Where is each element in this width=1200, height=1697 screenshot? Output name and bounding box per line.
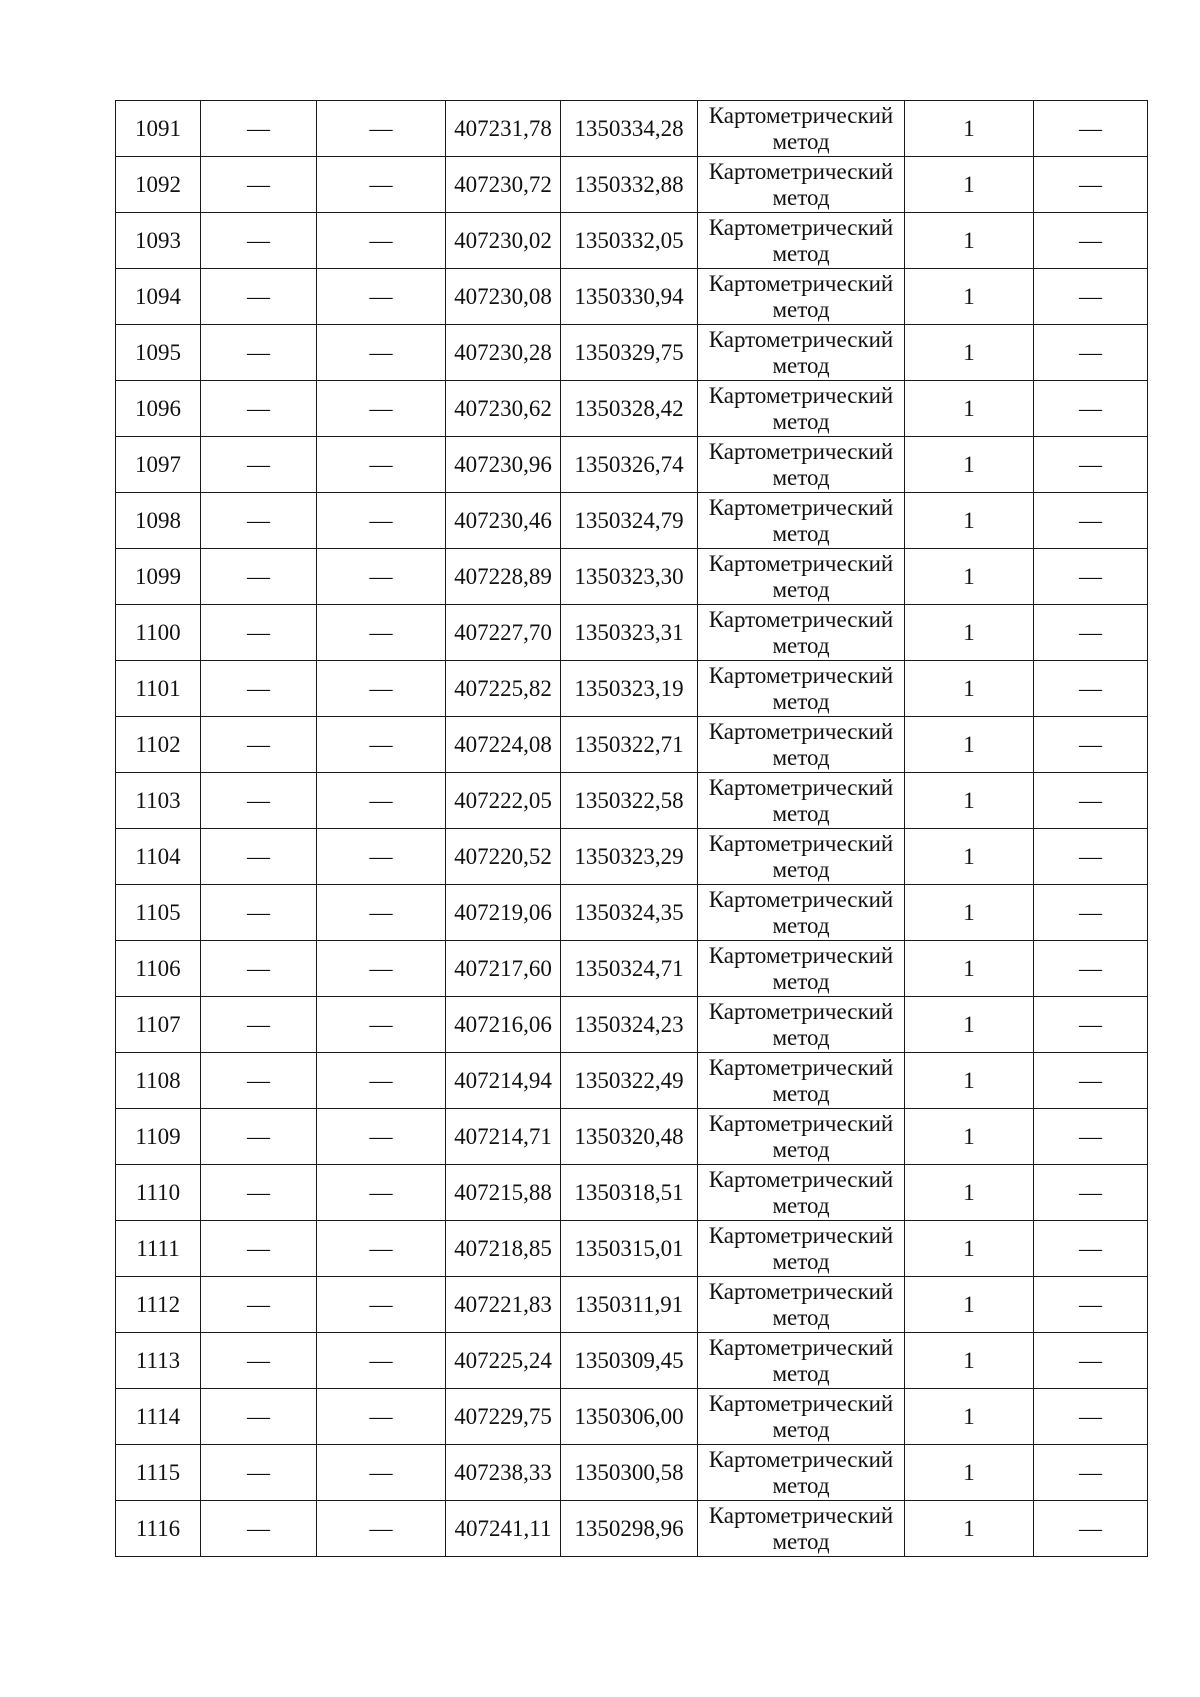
empty-dash-cell: — (317, 213, 446, 269)
method-line-2: метод (772, 128, 830, 154)
empty-dash-cell: — (201, 1109, 317, 1165)
empty-dash-cell: — (201, 1165, 317, 1221)
table-row (116, 381, 1148, 437)
method-cell (698, 493, 905, 549)
empty-dash-cell: — (201, 1333, 317, 1389)
method-line-1: Картометрический (708, 1502, 894, 1528)
method-line-2: метод (772, 464, 830, 490)
method-line-1: Картометрический (708, 438, 894, 464)
method-cell (698, 1277, 905, 1333)
method-line-1: Картометрический (708, 102, 894, 128)
empty-dash-cell: — (1034, 1109, 1148, 1165)
empty-dash-cell: — (1034, 773, 1148, 829)
empty-dash-cell: — (317, 1445, 446, 1501)
table-row (116, 1109, 1148, 1165)
coordinate-x-cell: 407241,11 (446, 1501, 561, 1557)
empty-dash-cell: — (201, 1221, 317, 1277)
method-cell (698, 381, 905, 437)
method-cell (698, 1389, 905, 1445)
coordinate-y-cell: 1350311,91 (561, 1277, 698, 1333)
point-number-cell: 1104 (116, 829, 201, 885)
table-row (116, 493, 1148, 549)
method-cell (698, 157, 905, 213)
method-cell (698, 829, 905, 885)
empty-dash-cell: — (1034, 1165, 1148, 1221)
empty-dash-cell: — (1034, 1277, 1148, 1333)
empty-dash-cell: — (317, 101, 446, 157)
accuracy-cell: 1 (905, 661, 1034, 717)
empty-dash-cell: — (317, 1053, 446, 1109)
point-number-cell: 1092 (116, 157, 201, 213)
empty-dash-cell: — (1034, 1501, 1148, 1557)
empty-dash-cell: — (1034, 157, 1148, 213)
method-cell (698, 1445, 905, 1501)
empty-dash-cell: — (1034, 717, 1148, 773)
method-line-2: метод (772, 1136, 830, 1162)
point-number-cell: 1105 (116, 885, 201, 941)
method-cell (698, 437, 905, 493)
method-cell (698, 605, 905, 661)
table-body (116, 101, 1148, 1557)
method-cell (698, 325, 905, 381)
method-line-1: Картометрический (708, 606, 894, 632)
point-number-cell: 1115 (116, 1445, 201, 1501)
coordinate-x-cell: 407214,71 (446, 1109, 561, 1165)
empty-dash-cell: — (1034, 1389, 1148, 1445)
method-line-2: метод (772, 296, 830, 322)
method-cell (698, 213, 905, 269)
method-cell (698, 1165, 905, 1221)
empty-dash-cell: — (201, 1277, 317, 1333)
empty-dash-cell: — (317, 437, 446, 493)
method-line-1: Картометрический (708, 1278, 894, 1304)
method-line-2: метод (772, 1360, 830, 1386)
empty-dash-cell: — (317, 605, 446, 661)
table-row (116, 773, 1148, 829)
empty-dash-cell: — (201, 773, 317, 829)
empty-dash-cell: — (201, 269, 317, 325)
accuracy-cell: 1 (905, 101, 1034, 157)
accuracy-cell: 1 (905, 1333, 1034, 1389)
method-cell (698, 941, 905, 997)
method-line-2: метод (772, 1304, 830, 1330)
table-row (116, 885, 1148, 941)
coordinate-x-cell: 407225,24 (446, 1333, 561, 1389)
coordinate-y-cell: 1350334,28 (561, 101, 698, 157)
method-line-1: Картометрический (708, 326, 894, 352)
point-number-cell: 1116 (116, 1501, 201, 1557)
coordinate-x-cell: 407230,02 (446, 213, 561, 269)
empty-dash-cell: — (201, 885, 317, 941)
empty-dash-cell: — (317, 941, 446, 997)
point-number-cell: 1093 (116, 213, 201, 269)
method-line-2: метод (772, 1416, 830, 1442)
empty-dash-cell: — (317, 1389, 446, 1445)
coordinate-x-cell: 407224,08 (446, 717, 561, 773)
empty-dash-cell: — (201, 605, 317, 661)
accuracy-cell: 1 (905, 325, 1034, 381)
coordinate-y-cell: 1350306,00 (561, 1389, 698, 1445)
coordinate-x-cell: 407238,33 (446, 1445, 561, 1501)
empty-dash-cell: — (201, 829, 317, 885)
coordinate-y-cell: 1350324,71 (561, 941, 698, 997)
method-line-1: Картометрический (708, 662, 894, 688)
accuracy-cell: 1 (905, 997, 1034, 1053)
coordinate-y-cell: 1350322,71 (561, 717, 698, 773)
table-row (116, 1501, 1148, 1557)
table-row (116, 829, 1148, 885)
table-row (116, 157, 1148, 213)
method-line-2: метод (772, 800, 830, 826)
method-line-2: метод (772, 632, 830, 658)
table-row (116, 325, 1148, 381)
method-line-1: Картометрический (708, 550, 894, 576)
empty-dash-cell: — (1034, 1333, 1148, 1389)
coordinate-y-cell: 1350328,42 (561, 381, 698, 437)
empty-dash-cell: — (317, 1277, 446, 1333)
method-line-2: метод (772, 408, 830, 434)
accuracy-cell: 1 (905, 1277, 1034, 1333)
empty-dash-cell: — (201, 157, 317, 213)
method-cell (698, 773, 905, 829)
empty-dash-cell: — (317, 269, 446, 325)
empty-dash-cell: — (317, 1221, 446, 1277)
point-number-cell: 1094 (116, 269, 201, 325)
point-number-cell: 1100 (116, 605, 201, 661)
method-line-1: Картометрический (708, 1110, 894, 1136)
method-line-1: Картометрический (708, 270, 894, 296)
accuracy-cell: 1 (905, 269, 1034, 325)
coordinate-y-cell: 1350326,74 (561, 437, 698, 493)
coordinate-x-cell: 407228,89 (446, 549, 561, 605)
empty-dash-cell: — (317, 1109, 446, 1165)
method-cell (698, 549, 905, 605)
method-cell (698, 1053, 905, 1109)
coordinate-y-cell: 1350298,96 (561, 1501, 698, 1557)
coordinate-y-cell: 1350332,88 (561, 157, 698, 213)
empty-dash-cell: — (1034, 605, 1148, 661)
method-line-2: метод (772, 1472, 830, 1498)
point-number-cell: 1102 (116, 717, 201, 773)
method-line-2: метод (772, 240, 830, 266)
empty-dash-cell: — (201, 325, 317, 381)
method-line-2: метод (772, 184, 830, 210)
accuracy-cell: 1 (905, 437, 1034, 493)
table-row (116, 605, 1148, 661)
point-number-cell: 1108 (116, 1053, 201, 1109)
empty-dash-cell: — (1034, 549, 1148, 605)
accuracy-cell: 1 (905, 1165, 1034, 1221)
coordinate-x-cell: 407230,96 (446, 437, 561, 493)
empty-dash-cell: — (317, 157, 446, 213)
empty-dash-cell: — (317, 1333, 446, 1389)
empty-dash-cell: — (1034, 997, 1148, 1053)
method-cell (698, 661, 905, 717)
table-row (116, 941, 1148, 997)
method-line-2: метод (772, 688, 830, 714)
coordinate-x-cell: 407230,72 (446, 157, 561, 213)
method-cell (698, 1109, 905, 1165)
coordinate-x-cell: 407219,06 (446, 885, 561, 941)
method-line-1: Картометрический (708, 382, 894, 408)
empty-dash-cell: — (317, 493, 446, 549)
coordinate-x-cell: 407214,94 (446, 1053, 561, 1109)
coordinate-y-cell: 1350309,45 (561, 1333, 698, 1389)
coordinate-y-cell: 1350332,05 (561, 213, 698, 269)
method-cell (698, 885, 905, 941)
empty-dash-cell: — (1034, 661, 1148, 717)
empty-dash-cell: — (1034, 269, 1148, 325)
coordinate-x-cell: 407230,46 (446, 493, 561, 549)
point-number-cell: 1099 (116, 549, 201, 605)
empty-dash-cell: — (317, 1165, 446, 1221)
empty-dash-cell: — (201, 1445, 317, 1501)
method-line-2: метод (772, 576, 830, 602)
coordinate-x-cell: 407230,08 (446, 269, 561, 325)
method-line-1: Картометрический (708, 1054, 894, 1080)
point-number-cell: 1113 (116, 1333, 201, 1389)
method-line-1: Картометрический (708, 942, 894, 968)
table-row (116, 1445, 1148, 1501)
coordinate-y-cell: 1350323,29 (561, 829, 698, 885)
method-line-1: Картометрический (708, 1166, 894, 1192)
method-line-2: метод (772, 352, 830, 378)
empty-dash-cell: — (317, 997, 446, 1053)
table-row (116, 269, 1148, 325)
accuracy-cell: 1 (905, 213, 1034, 269)
coordinate-x-cell: 407217,60 (446, 941, 561, 997)
method-line-1: Картометрический (708, 774, 894, 800)
method-line-2: метод (772, 1080, 830, 1106)
empty-dash-cell: — (1034, 213, 1148, 269)
empty-dash-cell: — (317, 325, 446, 381)
empty-dash-cell: — (1034, 493, 1148, 549)
method-cell (698, 269, 905, 325)
method-line-2: метод (772, 744, 830, 770)
coordinate-y-cell: 1350323,19 (561, 661, 698, 717)
accuracy-cell: 1 (905, 1221, 1034, 1277)
empty-dash-cell: — (201, 437, 317, 493)
coordinate-y-cell: 1350322,58 (561, 773, 698, 829)
table-row (116, 1053, 1148, 1109)
empty-dash-cell: — (317, 381, 446, 437)
empty-dash-cell: — (201, 101, 317, 157)
empty-dash-cell: — (317, 549, 446, 605)
method-cell (698, 1221, 905, 1277)
empty-dash-cell: — (1034, 829, 1148, 885)
method-line-1: Картометрический (708, 718, 894, 744)
coordinate-x-cell: 407218,85 (446, 1221, 561, 1277)
empty-dash-cell: — (1034, 381, 1148, 437)
point-number-cell: 1103 (116, 773, 201, 829)
coordinate-y-cell: 1350324,79 (561, 493, 698, 549)
accuracy-cell: 1 (905, 1053, 1034, 1109)
table-row (116, 101, 1148, 157)
accuracy-cell: 1 (905, 157, 1034, 213)
coordinate-y-cell: 1350323,31 (561, 605, 698, 661)
method-cell (698, 717, 905, 773)
coordinate-x-cell: 407229,75 (446, 1389, 561, 1445)
method-line-1: Картометрический (708, 1334, 894, 1360)
point-number-cell: 1095 (116, 325, 201, 381)
method-cell (698, 997, 905, 1053)
point-number-cell: 1101 (116, 661, 201, 717)
method-line-2: метод (772, 968, 830, 994)
point-number-cell: 1097 (116, 437, 201, 493)
empty-dash-cell: — (1034, 437, 1148, 493)
coordinate-y-cell: 1350324,35 (561, 885, 698, 941)
method-line-2: метод (772, 856, 830, 882)
table-row (116, 997, 1148, 1053)
table-row (116, 1333, 1148, 1389)
empty-dash-cell: — (317, 773, 446, 829)
empty-dash-cell: — (1034, 1053, 1148, 1109)
point-number-cell: 1098 (116, 493, 201, 549)
coordinate-y-cell: 1350315,01 (561, 1221, 698, 1277)
coordinate-x-cell: 407215,88 (446, 1165, 561, 1221)
empty-dash-cell: — (201, 1053, 317, 1109)
empty-dash-cell: — (201, 941, 317, 997)
coordinate-x-cell: 407225,82 (446, 661, 561, 717)
coordinate-y-cell: 1350330,94 (561, 269, 698, 325)
coordinates-table (115, 100, 1148, 1557)
accuracy-cell: 1 (905, 549, 1034, 605)
method-line-1: Картометрический (708, 214, 894, 240)
empty-dash-cell: — (317, 829, 446, 885)
table-row (116, 717, 1148, 773)
method-line-1: Картометрический (708, 886, 894, 912)
table-row (116, 1221, 1148, 1277)
empty-dash-cell: — (317, 661, 446, 717)
coordinate-y-cell: 1350322,49 (561, 1053, 698, 1109)
table-row (116, 661, 1148, 717)
accuracy-cell: 1 (905, 773, 1034, 829)
point-number-cell: 1109 (116, 1109, 201, 1165)
empty-dash-cell: — (201, 717, 317, 773)
accuracy-cell: 1 (905, 1389, 1034, 1445)
coordinate-y-cell: 1350323,30 (561, 549, 698, 605)
accuracy-cell: 1 (905, 605, 1034, 661)
point-number-cell: 1110 (116, 1165, 201, 1221)
coordinate-x-cell: 407222,05 (446, 773, 561, 829)
point-number-cell: 1114 (116, 1389, 201, 1445)
empty-dash-cell: — (1034, 1221, 1148, 1277)
table-row (116, 549, 1148, 605)
coordinate-x-cell: 407220,52 (446, 829, 561, 885)
empty-dash-cell: — (317, 1501, 446, 1557)
coordinate-y-cell: 1350300,58 (561, 1445, 698, 1501)
method-line-1: Картометрический (708, 1390, 894, 1416)
table-row (116, 1389, 1148, 1445)
empty-dash-cell: — (1034, 885, 1148, 941)
method-line-1: Картометрический (708, 998, 894, 1024)
method-line-2: метод (772, 912, 830, 938)
point-number-cell: 1107 (116, 997, 201, 1053)
empty-dash-cell: — (201, 381, 317, 437)
empty-dash-cell: — (1034, 325, 1148, 381)
table-row (116, 1277, 1148, 1333)
empty-dash-cell: — (1034, 1445, 1148, 1501)
method-line-2: метод (772, 1192, 830, 1218)
method-cell (698, 1501, 905, 1557)
method-line-2: метод (772, 1024, 830, 1050)
method-line-1: Картометрический (708, 830, 894, 856)
accuracy-cell: 1 (905, 885, 1034, 941)
accuracy-cell: 1 (905, 717, 1034, 773)
coordinate-y-cell: 1350329,75 (561, 325, 698, 381)
method-line-1: Картометрический (708, 158, 894, 184)
table-row (116, 213, 1148, 269)
empty-dash-cell: — (201, 549, 317, 605)
point-number-cell: 1112 (116, 1277, 201, 1333)
method-line-1: Картометрический (708, 1222, 894, 1248)
method-cell (698, 101, 905, 157)
empty-dash-cell: — (201, 661, 317, 717)
coordinate-x-cell: 407227,70 (446, 605, 561, 661)
point-number-cell: 1091 (116, 101, 201, 157)
table-row (116, 1165, 1148, 1221)
accuracy-cell: 1 (905, 829, 1034, 885)
empty-dash-cell: — (201, 1389, 317, 1445)
coordinate-x-cell: 407230,28 (446, 325, 561, 381)
method-line-2: метод (772, 1528, 830, 1554)
method-line-1: Картометрический (708, 494, 894, 520)
accuracy-cell: 1 (905, 1109, 1034, 1165)
method-line-2: метод (772, 520, 830, 546)
coordinate-x-cell: 407221,83 (446, 1277, 561, 1333)
coordinate-y-cell: 1350324,23 (561, 997, 698, 1053)
point-number-cell: 1106 (116, 941, 201, 997)
accuracy-cell: 1 (905, 941, 1034, 997)
table-row (116, 437, 1148, 493)
accuracy-cell: 1 (905, 1445, 1034, 1501)
point-number-cell: 1111 (116, 1221, 201, 1277)
accuracy-cell: 1 (905, 1501, 1034, 1557)
coordinate-y-cell: 1350318,51 (561, 1165, 698, 1221)
empty-dash-cell: — (317, 885, 446, 941)
method-cell (698, 1333, 905, 1389)
point-number-cell: 1096 (116, 381, 201, 437)
empty-dash-cell: — (1034, 941, 1148, 997)
coordinate-x-cell: 407216,06 (446, 997, 561, 1053)
empty-dash-cell: — (201, 1501, 317, 1557)
empty-dash-cell: — (201, 213, 317, 269)
accuracy-cell: 1 (905, 381, 1034, 437)
empty-dash-cell: — (317, 717, 446, 773)
accuracy-cell: 1 (905, 493, 1034, 549)
method-line-1: Картометрический (708, 1446, 894, 1472)
coordinate-x-cell: 407231,78 (446, 101, 561, 157)
empty-dash-cell: — (1034, 101, 1148, 157)
coordinate-y-cell: 1350320,48 (561, 1109, 698, 1165)
method-line-2: метод (772, 1248, 830, 1274)
empty-dash-cell: — (201, 997, 317, 1053)
coordinate-x-cell: 407230,62 (446, 381, 561, 437)
empty-dash-cell: — (201, 493, 317, 549)
